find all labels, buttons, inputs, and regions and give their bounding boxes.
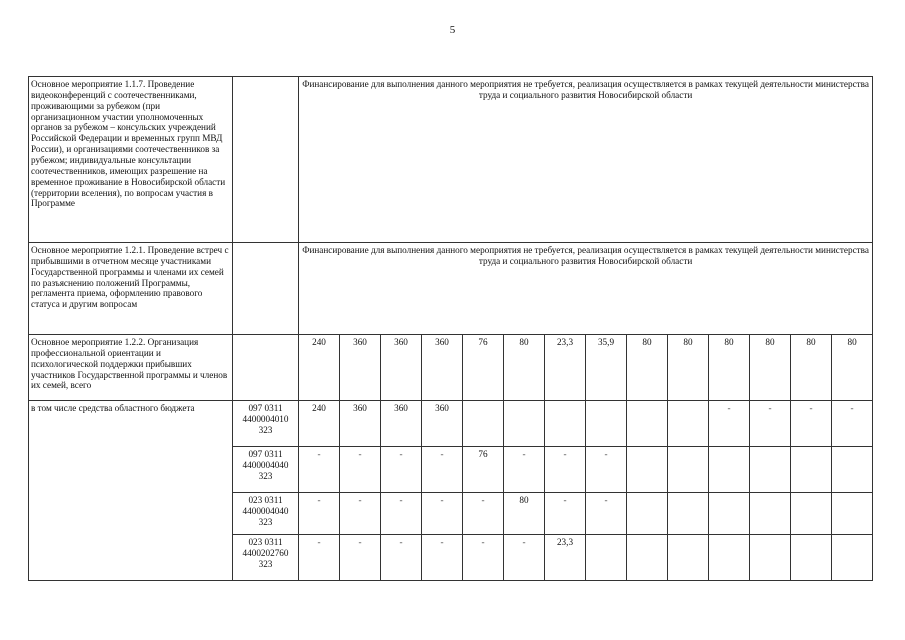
measure-description: Основное мероприятие 1.1.7. Проведение видеоконференций с соотечественниками, проживающими за рубежом (при организационном участии уполномоченных органов за рубежом – консульских учреждений Российской Федерации и временных групп МВД России), и организациями соотечественников за рубежом; индивидуальные консультации соотечественников, имеющих разрешение на временное проживание в Новосибирской области (территории вселения), по вопросам участия в Программе [29,77,233,243]
table-row [29,243,873,335]
value-cell: 360 [422,335,463,401]
value-cell: - [299,493,340,535]
value-cell: 240 [299,335,340,401]
financing-note: Финансирование для выполнения данного мероприятия не требуется, реализация осуществляется в рамках текущей деятельности министерства труда и социального развития Новосибирской области [299,77,873,243]
value-cell: - [299,447,340,493]
budget-code-cell [233,243,299,335]
value-cell [709,535,750,581]
value-cell: - [422,535,463,581]
value-cell: 76 [463,335,504,401]
value-cell [545,401,586,447]
value-cell [463,401,504,447]
measure-description: в том числе средства областного бюджета [29,401,233,581]
value-cell: - [791,401,832,447]
value-cell: 80 [750,335,791,401]
value-cell: 240 [299,401,340,447]
value-cell: - [709,401,750,447]
value-cell [627,401,668,447]
budget-code: 097 0311 4400004010 323 [233,401,299,447]
financing-note: Финансирование для выполнения данного мероприятия не требуется, реализация осуществляется в рамках текущей деятельности министерства труда и социального развития Новосибирской области [299,243,873,335]
value-cell: - [504,447,545,493]
page-number: 5 [449,24,456,36]
value-cell: - [750,401,791,447]
value-cell [586,535,627,581]
measure-description: Основное мероприятие 1.2.1. Проведение встреч с прибывшими в отчетном месяце участниками Государственной программы и членами их семей по разъяснению положений Программы, регламента приема, оформлению правового статуса и другим вопросам [29,243,233,335]
value-cell: 80 [627,335,668,401]
value-cell: 23,3 [545,335,586,401]
value-cell: - [463,535,504,581]
value-cell: - [422,447,463,493]
value-cell: 23,3 [545,535,586,581]
value-cell [832,447,873,493]
value-cell [791,447,832,493]
table-row [29,335,873,401]
value-cell: - [545,493,586,535]
value-cell [668,535,709,581]
budget-code: 097 0311 4400004040 323 [233,447,299,493]
value-cell: - [340,493,381,535]
value-cell: - [381,535,422,581]
budget-code [233,335,299,401]
value-cell [668,493,709,535]
value-cell [832,493,873,535]
value-cell [709,447,750,493]
value-cell: - [586,493,627,535]
value-cell: - [381,493,422,535]
table-row [29,401,873,447]
value-cell: 80 [709,335,750,401]
value-cell [709,493,750,535]
value-cell: 80 [791,335,832,401]
value-cell: 80 [504,493,545,535]
value-cell: - [463,493,504,535]
value-cell: - [340,535,381,581]
value-cell [627,447,668,493]
value-cell: 360 [340,335,381,401]
value-cell [791,535,832,581]
value-cell [627,535,668,581]
value-cell [750,493,791,535]
value-cell [832,535,873,581]
value-cell [750,535,791,581]
value-cell [750,447,791,493]
value-cell: 80 [832,335,873,401]
value-cell [586,401,627,447]
value-cell: 360 [381,401,422,447]
value-cell [627,493,668,535]
financing-table [28,76,873,581]
value-cell: - [504,535,545,581]
value-cell: 360 [381,335,422,401]
value-cell: 80 [668,335,709,401]
value-cell [791,493,832,535]
value-cell: 76 [463,447,504,493]
value-cell: - [422,493,463,535]
value-cell: - [545,447,586,493]
value-cell: 360 [340,401,381,447]
value-cell: 360 [422,401,463,447]
budget-code: 023 0311 4400202760 323 [233,535,299,581]
value-cell [668,447,709,493]
value-cell [668,401,709,447]
value-cell: 35,9 [586,335,627,401]
value-cell: - [381,447,422,493]
value-cell: - [299,535,340,581]
value-cell: - [586,447,627,493]
table-row [29,77,873,243]
budget-code: 023 0311 4400004040 323 [233,493,299,535]
value-cell: 80 [504,335,545,401]
measure-description: Основное мероприятие 1.2.2. Организация профессиональной ориентации и психологической поддержки прибывших участников Государственной программы и членов их семей, всего [29,335,233,401]
value-cell: - [340,447,381,493]
value-cell: - [832,401,873,447]
value-cell [504,401,545,447]
budget-code-cell [233,77,299,243]
